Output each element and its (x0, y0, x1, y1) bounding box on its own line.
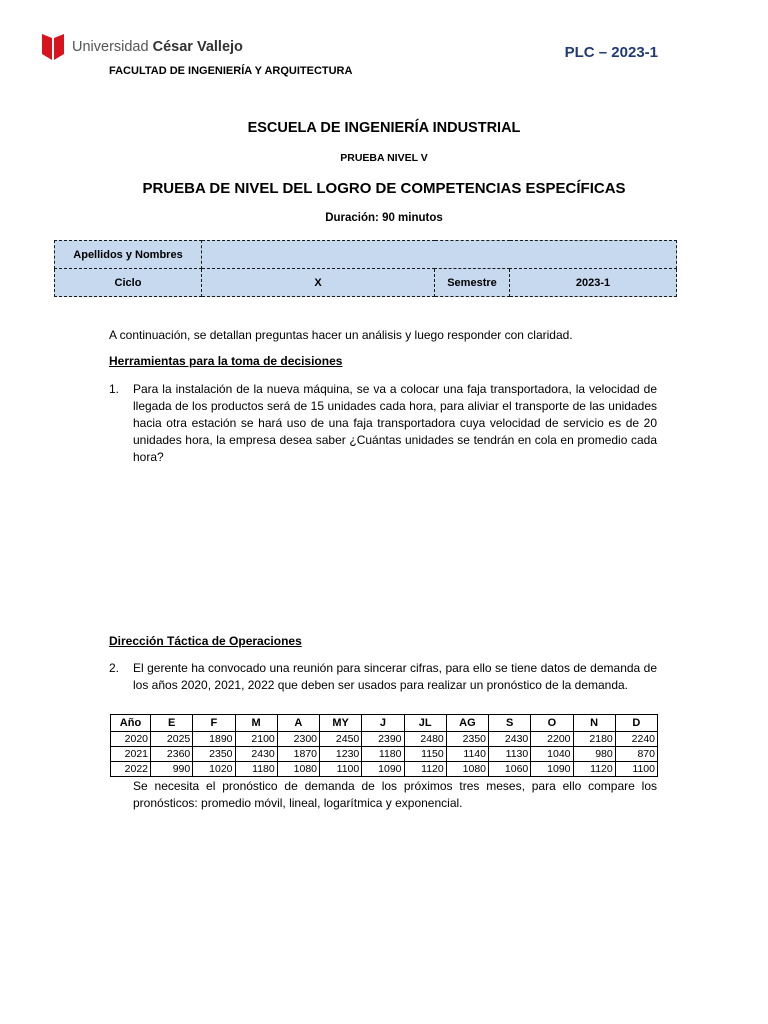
section-heading-decisions: Herramientas para la toma de decisiones (109, 354, 343, 368)
header-cell: MY (320, 715, 362, 732)
table-cell: 2020 (111, 732, 151, 747)
table-cell: 1090 (362, 762, 404, 777)
question-number: 1. (109, 382, 120, 396)
table-cell: 2100 (235, 732, 277, 747)
question-1 (109, 381, 657, 466)
faculty-name: FACULTAD DE INGENIERÍA Y ARQUITECTURA (109, 65, 353, 77)
student-info-table (54, 240, 677, 297)
table-cell: 2300 (277, 732, 319, 747)
header-cell: O (531, 715, 573, 732)
table-cell: 2350 (193, 747, 235, 762)
header-cell: D (615, 715, 657, 732)
table-cell: 1100 (615, 762, 657, 777)
table-cell: 1230 (320, 747, 362, 762)
table-cell: 2200 (531, 732, 573, 747)
table-cell: 1090 (531, 762, 573, 777)
table-cell: 2450 (320, 732, 362, 747)
question-text: Para la instalación de la nueva máquina, se va a colocar una faja transportadora, la velocidad de llegada de los productos será de 15 unidades cada hora, para aliviar el transporte de las unidades hacia otra estación se hará uso de una faja transportadora cuya velocidad de servicio es de 20 unidades hora, la empresa desea saber ¿Cuántas unidades se tendrán en cola en promedio cada hora? (133, 382, 657, 464)
university-logo (40, 32, 243, 62)
header-cell: F (193, 715, 235, 732)
demand-table (110, 714, 658, 777)
table-cell: 1060 (489, 762, 531, 777)
cycle-value: X (202, 269, 435, 297)
table-cell: 1180 (362, 747, 404, 762)
question-2 (109, 660, 657, 694)
question-text: El gerente ha convocado una reunión para sincerar cifras, para ello se tiene datos de demanda de los años 2020, 2021, 2022 que deben ser usados para realizar un pronóstico de la demanda. (133, 661, 657, 692)
demand-header-row (111, 715, 658, 732)
name-label: Apellidos y Nombres (55, 241, 202, 269)
table-cell: 2240 (615, 732, 657, 747)
duration: Duración: 90 minutos (325, 212, 443, 224)
table-cell: 2430 (489, 732, 531, 747)
question-2-continuation: Se necesita el pronóstico de demanda de los próximos tres meses, para ello compare los pronósticos: promedio móvil, lineal, logarítmica y exponencial. (133, 779, 657, 810)
table-cell: 2180 (573, 732, 615, 747)
semester-value: 2023-1 (510, 269, 677, 297)
header-cell: Año (111, 715, 151, 732)
table-cell: 2022 (111, 762, 151, 777)
table-cell: 1100 (320, 762, 362, 777)
table-cell: 1080 (277, 762, 319, 777)
table-cell: 1080 (446, 762, 488, 777)
semester-label: Semestre (435, 269, 510, 297)
header-cell: J (362, 715, 404, 732)
name-field[interactable] (202, 241, 677, 269)
table-cell: 2390 (362, 732, 404, 747)
intro-text: A continuación, se detallan preguntas hacer un análisis y luego responder con claridad. (109, 328, 573, 342)
header-cell: A (277, 715, 319, 732)
question-number: 2. (109, 661, 120, 675)
table-cell: 1180 (235, 762, 277, 777)
table-row (111, 762, 658, 777)
table-cell: 2350 (446, 732, 488, 747)
cycle-row (55, 269, 677, 297)
table-cell: 1870 (277, 747, 319, 762)
university-shield-icon (40, 32, 66, 62)
table-cell: 1150 (404, 747, 446, 762)
name-row (55, 241, 677, 269)
section-heading-operations: Dirección Táctica de Operaciones (109, 634, 302, 648)
table-cell: 1130 (489, 747, 531, 762)
table-cell: 1040 (531, 747, 573, 762)
table-cell: 2360 (151, 747, 193, 762)
exam-code: PLC – 2023-1 (564, 44, 658, 61)
table-cell: 2025 (151, 732, 193, 747)
table-cell: 2480 (404, 732, 446, 747)
school-title: ESCUELA DE INGENIERÍA INDUSTRIAL (247, 120, 521, 136)
header-cell: M (235, 715, 277, 732)
table-cell: 2021 (111, 747, 151, 762)
table-cell: 2430 (235, 747, 277, 762)
cycle-label: Ciclo (55, 269, 202, 297)
header-cell: N (573, 715, 615, 732)
table-cell: 1120 (404, 762, 446, 777)
table-cell: 1120 (573, 762, 615, 777)
table-cell: 980 (573, 747, 615, 762)
table-cell: 1890 (193, 732, 235, 747)
university-name: Universidad César Vallejo (72, 39, 243, 55)
test-level: PRUEBA NIVEL V (340, 152, 428, 164)
table-cell: 1140 (446, 747, 488, 762)
table-cell: 990 (151, 762, 193, 777)
header-cell: JL (404, 715, 446, 732)
header-cell: S (489, 715, 531, 732)
table-cell: 1020 (193, 762, 235, 777)
table-cell: 870 (615, 747, 657, 762)
table-row (111, 747, 658, 762)
header-cell: AG (446, 715, 488, 732)
header-cell: E (151, 715, 193, 732)
table-row (111, 732, 658, 747)
test-title: PRUEBA DE NIVEL DEL LOGRO DE COMPETENCIAS ESPECÍFICAS (142, 180, 626, 197)
